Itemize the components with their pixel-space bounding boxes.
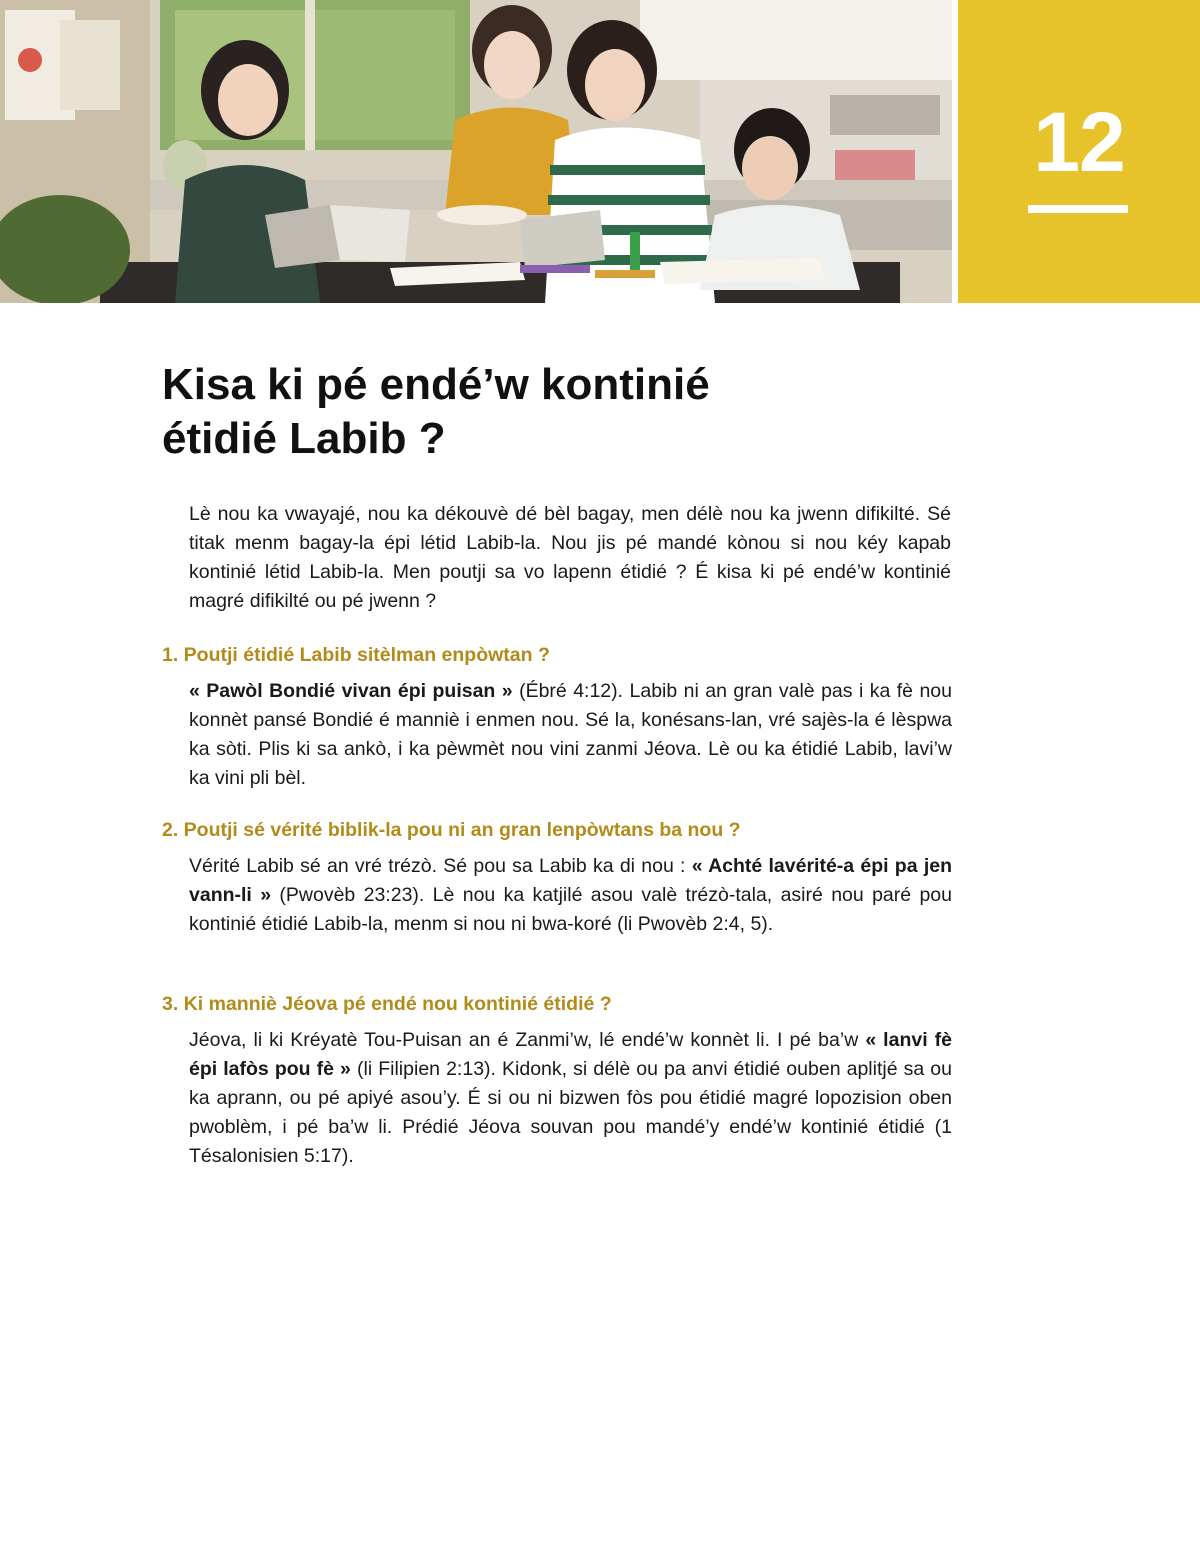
question-1-text: (Ébré 4:12). Labib ni an gran valè pas i ka fè nou konnèt pansé Bondié é manniè i enmen nou. Sé la, konésans-lan, vré sajès-la é lèspwa ka sòti. Plis ki sa ankò, i ka pèwmèt nou vini zanmi Jéova. Lè ou ka étidié Labib, lavi’w ka vini pli bèl. bbox=[189, 680, 952, 789]
question-1-quote: « Pawòl Bondié vivan épi puisan » bbox=[189, 680, 513, 702]
family-study-illustration bbox=[0, 0, 952, 303]
question-1-heading: 1. Poutji étidié Labib sitèlman enpòwtan ? bbox=[162, 644, 550, 666]
question-3 bbox=[162, 990, 952, 1171]
page-title-line-2: étidié Labib ? bbox=[162, 414, 446, 463]
question-2-answer bbox=[189, 852, 952, 939]
question-2-text-after: (Pwovèb 23:23). Lè nou ka katjilé asou valè trézò-tala, asiré nou paré pou kontinié étidié Labib-la, menm si nou ni bwa-koré (li Pwovèb 2:4, 5). bbox=[189, 884, 952, 935]
lesson-number-underline bbox=[1028, 205, 1128, 213]
question-2-quote: « Achté lavérité-a épi pa jen vann-li » bbox=[189, 855, 952, 906]
question-2-heading: 2. Poutji sé vérité biblik-la pou ni an gran lenpòwtans ba nou ? bbox=[162, 819, 741, 841]
question-2 bbox=[162, 816, 952, 939]
lesson-badge bbox=[958, 0, 1200, 303]
question-3-text-before: Jéova, li ki Kréyatè Tou-Puisan an é Zanmi’w, lé endé’w konnèt li. I pé ba’w bbox=[189, 1029, 866, 1051]
question-3-quote: « lanvi fè épi lafòs pou fè » bbox=[189, 1029, 952, 1080]
question-3-heading: 3. Ki manniè Jéova pé endé nou kontinié étidié ? bbox=[162, 993, 612, 1015]
question-3-answer bbox=[189, 1026, 952, 1171]
page-title bbox=[162, 358, 922, 466]
intro-paragraph: Lè nou ka vwayajé, nou ka dékouvè dé bèl bagay, men délè nou ka jwenn difikilté. Sé titak menm bagay-la épi létid Labib-la. Nou jis pé mandé kònou si nou kéy kapab kontinié létid Labib-la. Men poutji sa vo lapenn étidié ? É kisa ki pé endé’w kontinié magré difikilté ou pé jwenn ? bbox=[189, 503, 951, 612]
lesson-number: 12 bbox=[1033, 95, 1125, 189]
header-photo bbox=[0, 0, 952, 303]
question-1 bbox=[162, 641, 952, 793]
question-1-answer bbox=[189, 677, 952, 793]
page-title-line-1: Kisa ki pé endé’w kontinié bbox=[162, 360, 710, 409]
question-2-text-before: Vérité Labib sé an vré trézò. Sé pou sa Labib ka di nou : bbox=[189, 855, 692, 877]
question-3-text-after: (li Filipien 2:13). Kidonk, si délè ou pa anvi étidié ouben aplitjé sa ou ka aprann, ou pé apiyé asou’y. É si ou ni bizwen fòs pou étidié magré lopozision oben pwoblèm, i pé ba’w li. Prédié Jéova souvan pou mandé’y endé’w kontinié étidié (1 Tésalonisien 5:17). bbox=[189, 1058, 952, 1167]
